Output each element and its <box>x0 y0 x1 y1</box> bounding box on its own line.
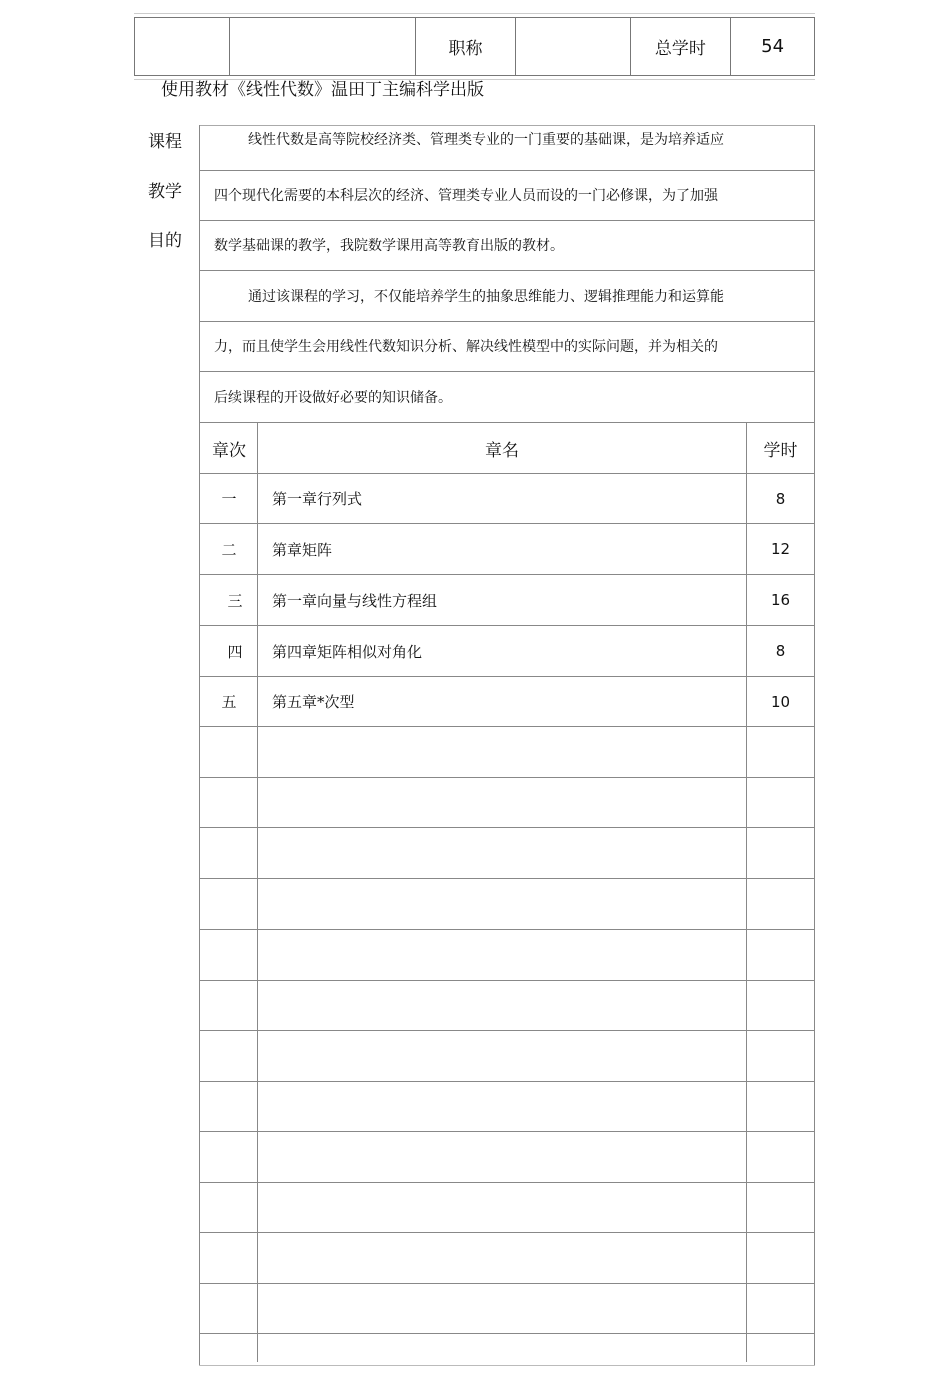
side-label-teaching: 教学 <box>148 182 182 202</box>
header-chapter-name: 章名 <box>485 440 519 461</box>
objective-line <box>200 171 814 221</box>
chapter-number: 一 <box>221 490 237 508</box>
empty-row <box>200 1132 814 1183</box>
title-label: 职称 <box>416 18 516 75</box>
empty-row <box>200 879 814 930</box>
empty-row <box>200 1183 814 1233</box>
schedule-header-row <box>200 423 814 474</box>
empty-row <box>200 1233 814 1284</box>
course-table <box>199 125 815 1366</box>
table-bottom-line <box>199 1365 815 1366</box>
objective-line <box>200 372 814 423</box>
chapter-name: 第四章矩阵相似对角化 <box>272 642 423 661</box>
total-hours-value: 54 <box>761 36 785 57</box>
header-table <box>134 17 815 76</box>
header-cell-empty-2 <box>230 18 416 75</box>
chapter-hours: 16 <box>770 591 791 609</box>
header-cell-empty-1 <box>135 18 230 75</box>
textbook-line: 使用教材《线性代数》温田丁主编科学出版 <box>161 80 484 100</box>
empty-row <box>200 1031 814 1082</box>
objective-line <box>200 221 814 271</box>
objective-line <box>200 271 814 322</box>
empty-row <box>200 778 814 828</box>
chapter-hours: 8 <box>775 489 786 508</box>
empty-row <box>200 1082 814 1132</box>
total-hours-label: 总学时 <box>631 18 732 75</box>
top-rule <box>134 13 815 14</box>
chapter-hours: 12 <box>770 540 791 558</box>
objective-text: 线性代数是高等院校经济类、管理类专业的一门重要的基础课，是为培养适应 <box>248 132 724 148</box>
side-label-course: 课程 <box>148 132 182 152</box>
objective-text: 数学基础课的教学，我院数学课用高等教育出版的教材。 <box>214 238 564 254</box>
objective-text: 四个现代化需要的本科层次的经济、管理类专业人员而设的一门必修课，为了加强 <box>214 188 718 204</box>
empty-row <box>200 1284 814 1334</box>
objective-text: 后续课程的开设做好必要的知识储备。 <box>214 390 452 406</box>
empty-row <box>200 981 814 1031</box>
header-hours: 学时 <box>763 440 798 461</box>
objective-text: 通过该课程的学习，不仅能培养学生的抽象思维能力、逻辑推理能力和运算能 <box>248 289 724 305</box>
objective-line <box>200 125 814 171</box>
objective-line <box>200 322 814 372</box>
table-row <box>200 626 814 677</box>
table-row <box>200 524 814 575</box>
objective-text: 力，而且使学生会用线性代数知识分析、解决线性模型中的实际问题，并为相关的 <box>214 339 718 355</box>
empty-row <box>200 828 814 879</box>
chapter-name: 第一章行列式 <box>272 490 363 508</box>
header-chapter-no: 章次 <box>212 440 246 461</box>
empty-row <box>200 930 814 981</box>
title-value-cell <box>516 18 631 75</box>
chapter-number: 五 <box>221 693 237 711</box>
chapter-number: 三 <box>227 591 243 610</box>
chapter-name: 第章矩阵 <box>272 540 333 559</box>
chapter-name: 第五章*次型 <box>272 693 355 711</box>
table-row <box>200 474 814 524</box>
table-row <box>200 677 814 727</box>
chapter-number: 二 <box>221 540 237 559</box>
table-row <box>200 575 814 626</box>
chapter-name: 第一章向量与线性方程组 <box>272 591 438 610</box>
chapter-hours: 10 <box>770 692 791 711</box>
chapter-number: 四 <box>227 642 243 661</box>
side-label-purpose: 目的 <box>148 231 182 251</box>
empty-row <box>200 727 814 778</box>
chapter-hours: 8 <box>775 642 786 660</box>
